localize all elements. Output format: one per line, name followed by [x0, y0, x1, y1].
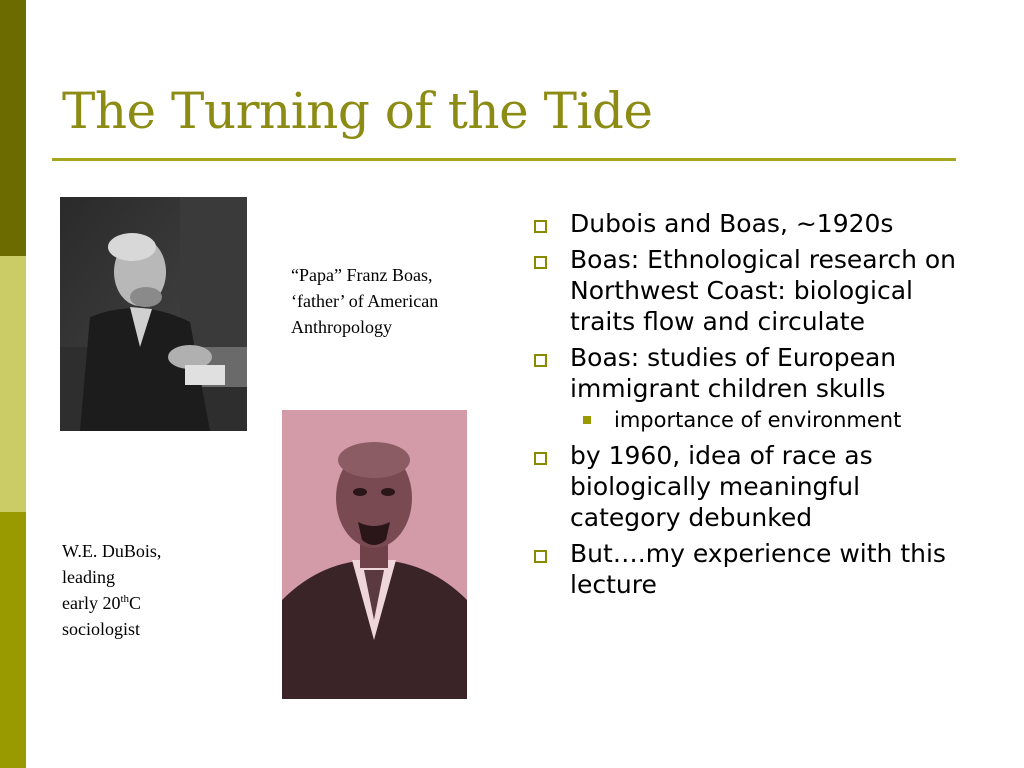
boas-caption-line: “Papa” Franz Boas, — [291, 265, 433, 285]
sidebar-accent — [0, 0, 26, 768]
boas-photo — [60, 197, 247, 431]
dubois-caption-text: C — [129, 593, 142, 613]
dubois-caption-line: sociologist — [62, 619, 141, 639]
bullet-item — [532, 244, 972, 337]
bullet-text: Boas: Ethnological research on Northwest Coast: biological traits flow and circulate — [570, 245, 956, 336]
bullet-list — [532, 208, 972, 605]
slide-title: The Turning of the Tide — [62, 82, 653, 140]
sidebar-band-top — [0, 0, 26, 256]
dubois-caption-line: W.E. DuBois, — [62, 541, 162, 561]
title-underline — [52, 158, 956, 161]
dubois-caption-superscript: th — [120, 593, 130, 605]
boas-caption-line: Anthropology — [291, 317, 392, 337]
sub-bullet-item — [532, 407, 972, 434]
boas-caption — [291, 262, 491, 340]
hollow-square-bullet-icon — [534, 256, 547, 269]
sub-bullet-text: importance of environment — [614, 408, 902, 432]
bullet-item — [532, 208, 972, 239]
dubois-caption-line — [62, 590, 262, 616]
dubois-caption — [62, 538, 262, 642]
hollow-square-bullet-icon — [534, 550, 547, 563]
filled-square-bullet-icon — [583, 416, 591, 424]
bullet-item — [532, 440, 972, 533]
sidebar-band-bottom — [0, 512, 26, 768]
dubois-caption-text: early 20 — [62, 593, 121, 613]
bullet-text: Boas: studies of European immigrant children skulls — [570, 343, 897, 403]
bullet-text: But….my experience with this lecture — [570, 539, 946, 599]
hollow-square-bullet-icon — [534, 354, 547, 367]
bullet-text: Dubois and Boas, ~1920s — [570, 209, 894, 238]
hollow-square-bullet-icon — [534, 452, 547, 465]
hollow-square-bullet-icon — [534, 220, 547, 233]
sidebar-band-middle — [0, 256, 26, 512]
bullet-text: by 1960, idea of race as biologically meaningful category debunked — [570, 441, 873, 532]
dubois-photo — [282, 410, 467, 699]
bullet-item — [532, 538, 972, 600]
dubois-caption-line: leading — [62, 567, 115, 587]
bullet-item — [532, 342, 972, 404]
boas-caption-line: ‘father’ of American — [291, 291, 439, 311]
